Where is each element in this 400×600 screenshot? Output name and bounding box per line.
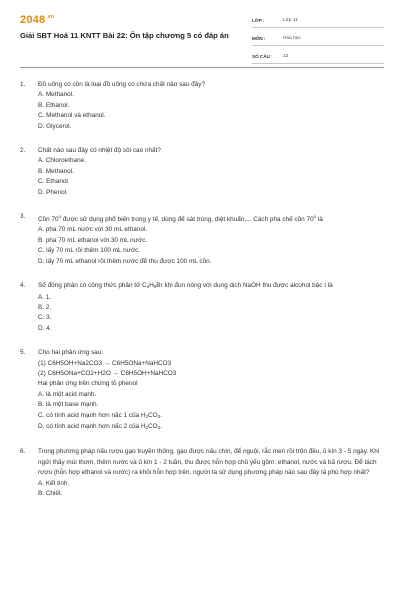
meta-value: Lớp 11 [283, 17, 298, 23]
option-d[interactable]: D. Phenol. [38, 188, 68, 196]
question-number: 2. [20, 147, 26, 155]
meta-row-class [252, 13, 384, 28]
question-6 [20, 447, 384, 499]
subscript: 2 [145, 413, 149, 419]
question-body [38, 281, 384, 334]
reaction-2: (2) C6H5ONa+CO2+H2O → C6H5OH+NaHCO3 [38, 369, 177, 377]
meta-label: SỐ CÂU : [252, 53, 273, 59]
option-a[interactable]: A. là một acid mạnh. [38, 390, 97, 398]
question-body [38, 80, 384, 132]
option-b[interactable]: B. Ethanol. [38, 101, 70, 109]
text-part: . [160, 411, 162, 419]
subscript: 4 [146, 284, 150, 290]
subscript: 2 [145, 424, 149, 430]
document-title: Giải SBT Hoá 11 KNTT Bài 22: Ôn tập chương 5 có đáp án [20, 31, 229, 40]
question-number: 4. [20, 282, 26, 290]
question-text: Chất nào sau đây có nhiệt độ sôi cao nhất? [38, 147, 161, 155]
logo-suffix: .vn [46, 14, 55, 20]
meta-value: 12 [283, 53, 289, 59]
meta-row-subject [252, 31, 384, 46]
header-divider [20, 67, 384, 68]
meta-label: LỚP : [252, 17, 265, 23]
option-b[interactable]: B. Chiết. [38, 490, 63, 497]
subscript: 3 [157, 424, 161, 430]
option-d[interactable]: D. 4. [38, 324, 52, 332]
text-part: Br khi đun nóng với dung dịch NaOH thu được alcohol bậc I là [156, 282, 333, 290]
question-text [38, 281, 384, 292]
question-text: Đồ uống có cồn là loại đồ uống có chứa chất nào sau đây? [38, 81, 206, 88]
option-d[interactable]: D. lấy 70 mL ethanol rồi thêm nước để thu được 100 mL cồn. [38, 257, 212, 265]
question-body [38, 212, 384, 267]
text-part: H [149, 282, 154, 290]
question-list [20, 80, 384, 513]
option-c[interactable] [38, 411, 384, 422]
question-body [38, 146, 384, 198]
question-1 [20, 80, 384, 132]
text-part: CO [148, 422, 158, 430]
option-d[interactable] [38, 422, 384, 433]
question-body [38, 447, 384, 499]
option-c[interactable]: C. lấy 70 mL rồi thêm 100 mL nước. [38, 247, 141, 255]
document-header [0, 0, 400, 72]
text-part: Số đồng phân có công thức phân tử C [38, 282, 147, 290]
meta-value: Hóa học [283, 35, 301, 41]
text-part: CO [148, 411, 158, 419]
meta-label: MÔN : [252, 35, 266, 41]
question-number: 1. [20, 81, 26, 88]
question-4 [20, 281, 384, 334]
text-part: Cồn 70 [38, 216, 59, 224]
question-2 [20, 146, 384, 198]
option-c[interactable]: C. 3. [38, 314, 52, 322]
option-a[interactable]: A. Kết tinh. [38, 479, 70, 487]
option-a[interactable]: A. Methanol. [38, 91, 74, 99]
option-a[interactable]: A. pha 70 mL nước với 30 mL ethanol. [38, 226, 148, 234]
text-part: . [160, 422, 162, 430]
text-part: là [316, 216, 323, 224]
question-body [38, 348, 384, 433]
option-d[interactable]: D. Glycerol. [38, 122, 72, 130]
degree-superscript: o [58, 214, 62, 220]
option-a[interactable]: A. 1. [38, 293, 52, 301]
logo-text: 2048 [20, 14, 46, 26]
question-text-2: Hai phản ứng trên chứng tỏ phenol [38, 380, 138, 388]
option-a[interactable]: A. Chloroethane. [38, 157, 86, 165]
site-logo[interactable] [20, 14, 54, 26]
question-3 [20, 212, 384, 267]
subscript: 3 [157, 413, 161, 419]
option-c[interactable]: C. Ethanol. [38, 178, 70, 186]
question-text: Trong phương pháp nấu rượu gạo truyền thống, gạo được nấu chín, để nguội, rắc men rồi trộn đều, ủ kín 3 - 5 ngày. Khi ngửi thấy mùi thơm, thêm nước và ủ kín 1 - 2 tuần, thu được hỗn hợp chủ yếu gồm: ethanol, nước và bã rượu. Để tách rượu (hỗn hợp ethanol và nước) ra khỏi hỗn hợp trên, người ta sử dụng phương pháp nào sau đây là phù hợp nhất? [38, 448, 380, 477]
meta-table [252, 13, 384, 67]
option-b[interactable]: B. là một base mạnh. [38, 401, 99, 409]
question-text [38, 212, 384, 225]
subscript: 9 [153, 284, 157, 290]
question-number: 6. [20, 448, 26, 456]
question-5 [20, 348, 384, 433]
question-number: 5. [20, 349, 26, 357]
question-text: Cho hai phản ứng sau: [38, 349, 104, 357]
reaction-1: (1) C6H5OH+Na2CO3 → C6H5ONa+NaHCO3 [38, 359, 172, 367]
option-b[interactable]: B. pha 70 mL ethanol với 30 mL nước. [38, 236, 148, 244]
degree-superscript: o [313, 214, 317, 220]
option-b[interactable]: B. 2. [38, 303, 52, 311]
text-part: C. có tính acid mạnh hơn nấc 1 của H [38, 411, 146, 419]
option-b[interactable]: B. Methanol. [38, 167, 74, 175]
question-number: 3. [20, 213, 26, 221]
text-part: được sử dụng phổ biến trong y tế, dùng để sát trùng, diệt khuẩn,... Cách pha chế cồn 70 [61, 216, 314, 224]
text-part: D. có tính acid mạnh hơn nấc 2 của H [38, 422, 146, 430]
meta-row-count [252, 49, 384, 64]
option-c[interactable]: C. Methanol và ethanol. [38, 112, 106, 120]
